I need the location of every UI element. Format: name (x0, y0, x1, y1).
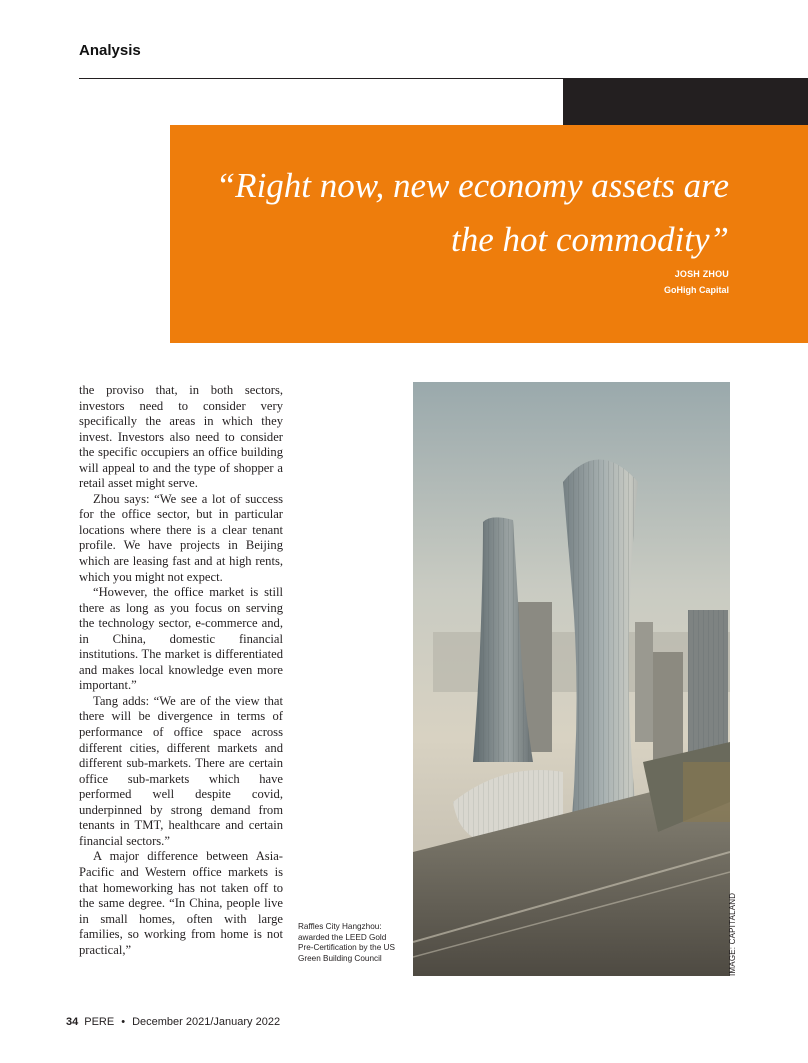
photo-caption: Raffles City Hangzhou: awarded the LEED Gold Pre-Certification by the US Green Building Council (298, 922, 395, 963)
pull-quote-attribution-name: JOSH ZHOU (674, 269, 729, 279)
photo-credit: IMAGE: CAPITALAND (728, 892, 737, 976)
pull-quote-box (170, 125, 808, 343)
article-paragraph: “However, the office market is still there as long as you focus on serving the technology sector, e-commerce and, in China, domestic financial institutions. The market is differentiated and makes local knowledge even more important.” (79, 585, 283, 693)
section-label: Analysis (79, 42, 141, 59)
pull-quote-line-1: “Right now, new economy assets are (215, 166, 729, 205)
pull-quote-line-2: the hot commodity” (450, 220, 729, 259)
header-rule (79, 78, 565, 79)
header-dark-block (563, 78, 808, 126)
article-paragraph: A major difference between Asia-Pacific and Western office markets is that homeworking has not taken off to the same degree. “In China, people live in small homes, often with large families, so working from home is not practical,” (79, 849, 283, 957)
article-paragraph: Zhou says: “We see a lot of success for the office sector, but in particular locations where there is a clear tenant profile. We have projects in Beijing which are leasing fast and at high rents, which you might not expect. (79, 491, 283, 584)
pull-quote-attribution-org: GoHigh Capital (664, 285, 729, 295)
page-footer (66, 1016, 280, 1028)
footer-separator: • (121, 1016, 126, 1028)
page-number: 34 (66, 1016, 79, 1028)
publication-name: PERE (84, 1016, 115, 1028)
issue-date: December 2021/January 2022 (132, 1016, 281, 1028)
article-body-column (79, 383, 283, 958)
building-photo (413, 382, 730, 976)
article-paragraph: the proviso that, in both sectors, investors need to consider very specifically the areas in which they invest. Investors also need to consider the specific occupiers an office building will appeal to and the type of shopper a retail asset might serve. (79, 383, 283, 491)
article-paragraph: Tang adds: “We are of the view that there will be divergence in terms of performance of office space across different cities, different markets and different sub-markets. There are certain office sub-markets which have performed well despite covid, underpinned by strong demand from tenants in TMT, healthcare and certain financial sectors.” (79, 693, 283, 848)
pull-quote-text (189, 159, 729, 267)
